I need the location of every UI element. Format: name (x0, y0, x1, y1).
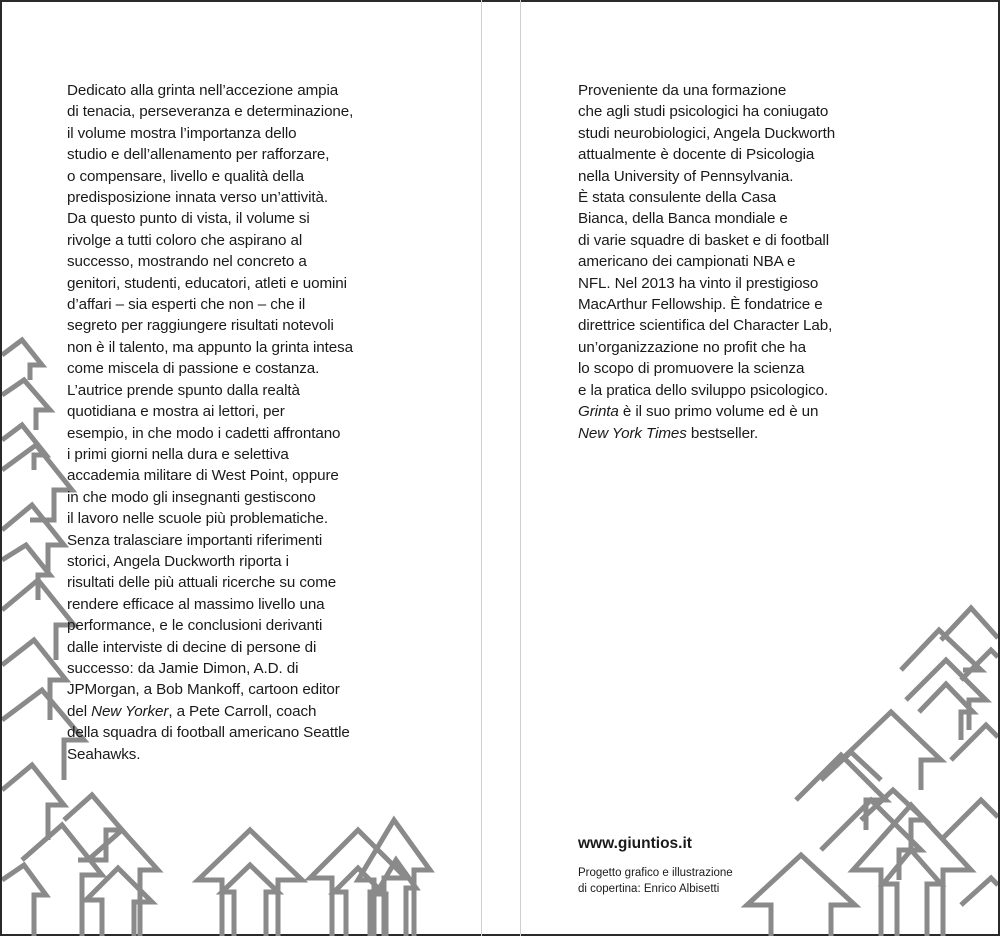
text-fragment: è il suo primo volume ed è un (618, 403, 819, 421)
text-line: dalle interviste di decine di persone di (67, 638, 317, 656)
text-line: L’autrice prende spunto dalla realtà (67, 381, 300, 399)
credits-line: di copertina: Enrico Albisetti (578, 882, 720, 895)
credits-line: Progetto grafico e illustrazione (578, 867, 733, 879)
text-line: Proveniente da una formazione (578, 82, 787, 99)
text-line: di tenacia, perseveranza e determinazione, (67, 103, 354, 121)
text-line: un’organizzazione no profit che ha (578, 338, 806, 356)
text-line: studi neurobiologici, Angela Duckworth (578, 124, 836, 142)
text-line: americano dei campionati NBA e (578, 253, 796, 271)
text-line: attualmente è docente di Psicologia (578, 146, 815, 164)
text-line: successo: da Jamie Dimon, A.D. di (67, 659, 299, 677)
text-line: direttrice scientifica del Character Lab, (578, 317, 833, 335)
text-line: in che modo gli insegnanti gestiscono (67, 488, 316, 506)
text-line: della squadra di football americano Seattle (67, 724, 350, 742)
text-line: segreto per raggiungere risultati notevoli (67, 317, 334, 335)
text-line: rendere efficace al massimo livello una (67, 595, 325, 613)
design-credits (578, 866, 733, 897)
arrow-shape (88, 830, 158, 936)
text-line (578, 401, 835, 422)
text-line: Da questo punto di vista, il volume si (67, 210, 310, 228)
text-line: JPMorgan, a Bob Mankoff, cartoon editor (67, 681, 340, 699)
text-line: nella University of Pennsylvania. (578, 167, 794, 185)
fold-line-left (481, 0, 482, 936)
text-line: Senza tralasciare importanti riferimenti (67, 531, 323, 549)
text-line: studio e dell’allenamento per rafforzare, (67, 146, 330, 164)
text-line: i primi giorni nella dura e selettiva (67, 445, 289, 463)
text-fragment: bestseller. (686, 424, 759, 442)
book-title: Grinta (578, 403, 619, 421)
arrow-shape (310, 830, 406, 936)
text-line: che agli studi psicologici ha coniugato (578, 103, 829, 121)
text-line: o compensare, livello e qualità della (67, 167, 304, 185)
text-fragment: del (67, 702, 92, 720)
text-line: Seahawks. (67, 745, 141, 763)
newspaper-title: New York Times (578, 424, 687, 442)
arrow-shape (951, 725, 998, 760)
text-line: Dedicato alla grinta nell’accezione ampia (67, 82, 339, 99)
text-line: come miscela di passione e costanza. (67, 360, 320, 378)
text-line: e la pratica dello sviluppo psicologico. (578, 381, 829, 399)
arrow-shape (841, 712, 941, 790)
text-line: d’affari – sia esperti che non – che il (67, 296, 306, 314)
arrow-shape (796, 755, 886, 830)
text-line: MacArthur Fellowship. È fondatrice e (578, 296, 823, 314)
arrow-shape (747, 855, 855, 936)
arrow-shape (883, 850, 941, 936)
arrow-shape (2, 380, 50, 430)
text-line: predisposizione innata verso un’attività. (67, 189, 328, 207)
text-fragment: , a Pete Carroll, coach (168, 702, 317, 720)
text-line: risultati delle più attuali ricerche su come (67, 574, 337, 592)
text-line: esempio, in che modo i cadetti affrontano (67, 424, 341, 442)
text-line: lo scopo di promuovere la scienza (578, 360, 805, 378)
text-line: quotidiana e mostra ai lettori, per (67, 403, 285, 421)
text-line: di varie squadre di basket e di football (578, 231, 829, 249)
text-line: performance, e le conclusioni derivanti (67, 617, 323, 635)
left-flap-description (67, 80, 353, 765)
publisher-website: www.giuntios.it (578, 835, 692, 852)
text-line: storici, Angela Duckworth riporta i (67, 552, 289, 570)
text-line: NFL. Nel 2013 ha vinto il prestigioso (578, 274, 819, 292)
arrow-shape (64, 795, 122, 860)
text-line: Bianca, della Banca mondiale e (578, 210, 788, 228)
text-line: il volume mostra l’importanza dello (67, 124, 297, 142)
text-line: È stata consulente della Casa (578, 189, 777, 207)
text-line: il lavoro nelle scuole più problematiche. (67, 510, 328, 528)
right-flap-author-bio (578, 80, 835, 444)
arrow-shape (198, 830, 302, 936)
arrow-shape (941, 608, 998, 640)
right-flap (521, 0, 998, 936)
arrow-shape (919, 684, 973, 740)
arrow-shape (961, 878, 998, 905)
left-flap (2, 0, 481, 936)
text-line (578, 423, 835, 444)
arrow-shape (2, 865, 46, 936)
text-line: rivolge a tutti coloro che aspirano al (67, 231, 303, 249)
text-line: successo, mostrando nel concreto a (67, 253, 307, 271)
text-line: non è il talento, ma appunto la grinta intesa (67, 338, 353, 356)
arrow-shape (2, 340, 42, 380)
text-line (67, 701, 353, 722)
arrow-shape (941, 800, 998, 840)
magazine-title: New Yorker (91, 702, 169, 720)
text-line: accademia militare di West Point, oppure (67, 467, 339, 485)
arrow-shape (222, 865, 278, 936)
text-line: genitori, studenti, educatori, atleti e uomini (67, 274, 347, 292)
